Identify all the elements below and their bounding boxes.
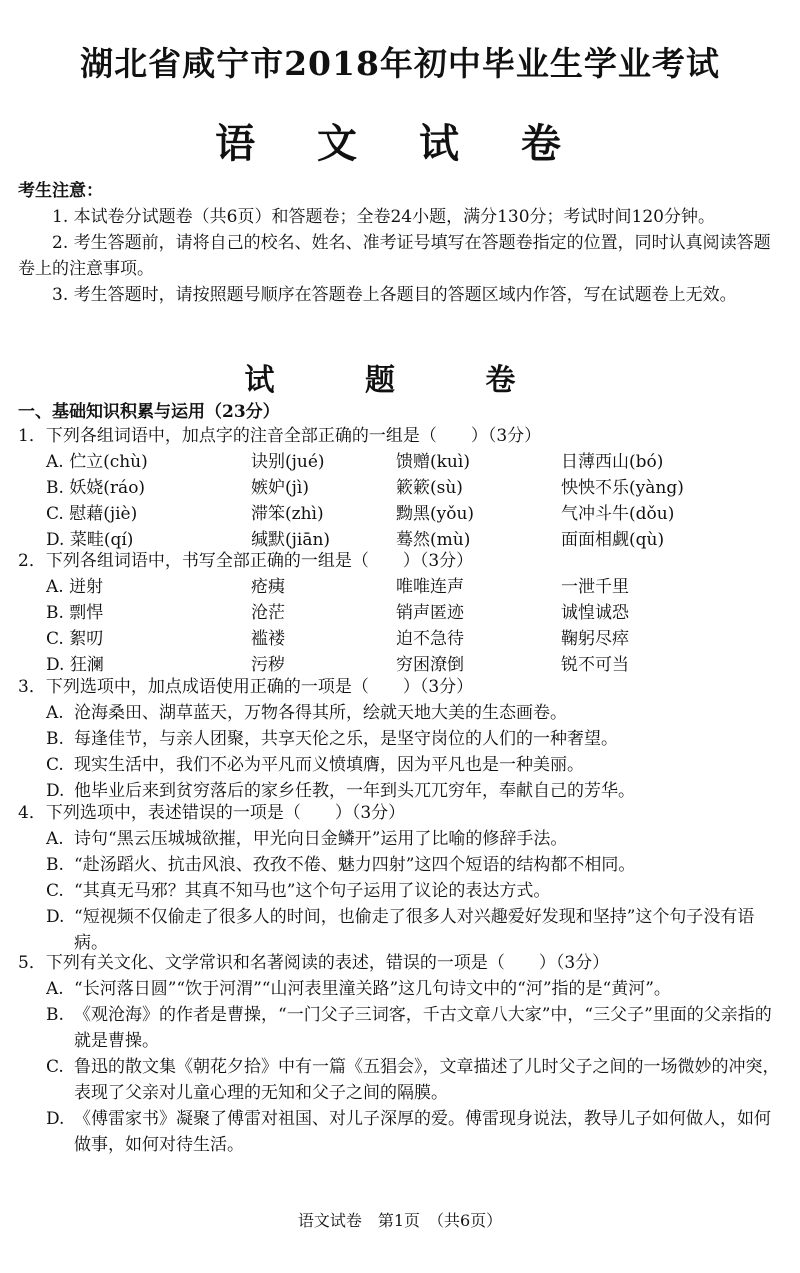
option-cell: 黝黑(yǒu)	[396, 504, 475, 524]
option-item	[46, 700, 784, 726]
option-text: 诗句“黑云压城城欲摧，甲光向日金鳞开”运用了比喻的修辞手法。	[74, 829, 568, 849]
option-cell: 穷困潦倒	[396, 655, 464, 675]
option-cell: 馈赠(kuì)	[396, 452, 470, 472]
question-stem: 2．下列各组词语中，书写全部正确的一组是（ ）（3分）	[18, 551, 474, 571]
option-text: “短视频不仅偷走了很多人的时间，也偷走了很多人对兴趣爱好发现和坚持”这个句子没有语病。	[74, 907, 755, 953]
option-item	[46, 976, 784, 1002]
candidate-notice	[18, 178, 782, 308]
option-cell: 锐不可当	[561, 655, 629, 675]
option-cell: 污秽	[251, 655, 285, 675]
option-cell: 气冲斗牛(dǒu)	[561, 504, 675, 524]
option-cell: C. 慰藉(jiè)	[46, 504, 138, 524]
option-letter: B.	[46, 729, 64, 749]
option-cell: D. 菜畦(qí)	[46, 530, 134, 550]
option-letter: D.	[46, 1109, 65, 1129]
option-cell: 销声匿迹	[396, 603, 464, 623]
option-item	[46, 852, 784, 878]
option-item	[46, 1106, 784, 1158]
option-cell: 一泄千里	[561, 577, 629, 597]
option-cell: B. 剽悍	[46, 603, 104, 623]
option-item	[46, 1002, 784, 1054]
question-5	[18, 950, 784, 1158]
option-text: “其真无马邪？其真不知马也”这个句子运用了议论的表达方式。	[74, 881, 551, 901]
option-cell: 诀别(jué)	[251, 452, 325, 472]
option-cell: 滞笨(zhì)	[251, 504, 324, 524]
option-cell: 日薄西山(bó)	[561, 452, 664, 472]
option-letter: C.	[46, 881, 64, 901]
option-item	[46, 904, 784, 956]
option-item	[46, 878, 784, 904]
option-cell: 迫不急待	[396, 629, 464, 649]
option-text: “长河落日圆”“饮于河渭”“山河表里潼关路”这几句诗文中的“河”指的是“黄河”。	[74, 979, 671, 999]
option-cell: B. 妖娆(ráo)	[46, 478, 146, 498]
page-footer: 语文试卷 第1页 （共6页）	[297, 1211, 503, 1230]
option-cell: 簌簌(sù)	[396, 478, 463, 498]
notice-item: 2. 考生答题前，请将自己的校名、姓名、准考证号填写在答题卷指定的位置，同时认真阅读答题卷上的注意事项。	[18, 233, 771, 279]
exam-title: 湖北省咸宁市2018年初中毕业生学业考试	[80, 44, 720, 83]
notice-heading: 考生注意：	[18, 181, 103, 201]
option-cell: 沧茫	[251, 603, 285, 623]
option-item	[46, 752, 784, 778]
notice-item: 1. 本试卷分试题卷（共6页）和答题卷；全卷24小题，满分130分；考试时间120分钟。	[52, 207, 715, 227]
option-text: 沧海桑田、湖草蓝天，万物各得其所，绘就天地大美的生态画卷。	[74, 703, 567, 723]
option-letter: A.	[46, 703, 64, 723]
option-cell: C. 絮叨	[46, 629, 104, 649]
option-cell: D. 狂澜	[46, 655, 104, 675]
option-cell: 怏怏不乐(yàng)	[561, 478, 684, 498]
option-letter: C.	[46, 755, 64, 775]
option-cell: A. 伫立(chù)	[46, 452, 148, 472]
option-letter: D.	[46, 907, 65, 927]
option-grid	[46, 449, 784, 553]
option-text: 鲁迅的散文集《朝花夕拾》中有一篇《五猖会》，文章描述了儿时父子之间的一场微妙的冲突，表现了父亲对儿童心理的无知和父子之间的隔膜。	[74, 1057, 780, 1103]
question-stem: 3．下列选项中，加点成语使用正确的一项是（ ）（3分）	[18, 677, 474, 697]
option-letter: B.	[46, 1005, 64, 1025]
option-item	[46, 1054, 784, 1106]
question-stem: 4．下列选项中，表述错误的一项是（ ）（3分）	[18, 803, 406, 823]
question-1	[18, 423, 784, 553]
option-cell: 缄默(jiān)	[251, 530, 331, 550]
option-cell: 鞠躬尽瘁	[561, 629, 629, 649]
part-title: 一、基础知识积累与运用（23分）	[18, 402, 280, 422]
option-text: 现实生活中，我们不必为平凡而义愤填膺，因为平凡也是一种美丽。	[74, 755, 584, 775]
option-letter: A.	[46, 979, 64, 999]
option-text: 他毕业后来到贫穷落后的家乡任教，一年到头兀兀穷年，奉献自己的芳华。	[74, 781, 635, 801]
question-stem: 5．下列有关文化、文学常识和名著阅读的表述，错误的一项是（ ）（3分）	[18, 953, 610, 973]
question-3	[18, 674, 784, 804]
option-cell: 疮痍	[251, 577, 285, 597]
subject-title: 语 文 试 卷	[215, 120, 585, 167]
question-stem: 1．下列各组词语中，加点字的注音全部正确的一组是（ ）（3分）	[18, 426, 542, 446]
option-text: “赴汤蹈火、抗击风浪、孜孜不倦、魅力四射”这四个短语的结构都不相同。	[74, 855, 636, 875]
section-title: 试 题 卷	[244, 363, 556, 398]
option-letter: B.	[46, 855, 64, 875]
option-cell: A. 迸射	[46, 577, 104, 597]
option-cell: 褴褛	[251, 629, 285, 649]
option-cell: 诚惶诚恐	[561, 603, 629, 623]
option-item	[46, 726, 784, 752]
option-cell: 唯唯连声	[396, 577, 464, 597]
option-cell: 蓦然(mù)	[396, 530, 471, 550]
option-grid	[46, 574, 784, 678]
question-4	[18, 800, 784, 956]
option-cell: 嫉妒(jì)	[251, 478, 309, 498]
question-2	[18, 548, 784, 678]
option-text: 每逢佳节，与亲人团聚，共享天伦之乐，是坚守岗位的人们的一种奢望。	[74, 729, 618, 749]
option-text: 《傅雷家书》凝聚了傅雷对祖国、对儿子深厚的爱。傅雷现身说法，教导儿子如何做人，如何做事，如何对待生活。	[74, 1109, 771, 1155]
option-item	[46, 826, 784, 852]
notice-item: 3. 考生答题时，请按照题号顺序在答题卷上各题目的答题区域内作答，写在试题卷上无效。	[52, 285, 737, 305]
option-letter: C.	[46, 1057, 64, 1077]
option-letter: D.	[46, 781, 65, 801]
option-letter: A.	[46, 829, 64, 849]
option-cell: 面面相觑(qù)	[561, 530, 665, 550]
option-text: 《观沧海》的作者是曹操，“一门父子三词客，千古文章八大家”中，“三父子”里面的父亲指的就是曹操。	[74, 1005, 772, 1051]
